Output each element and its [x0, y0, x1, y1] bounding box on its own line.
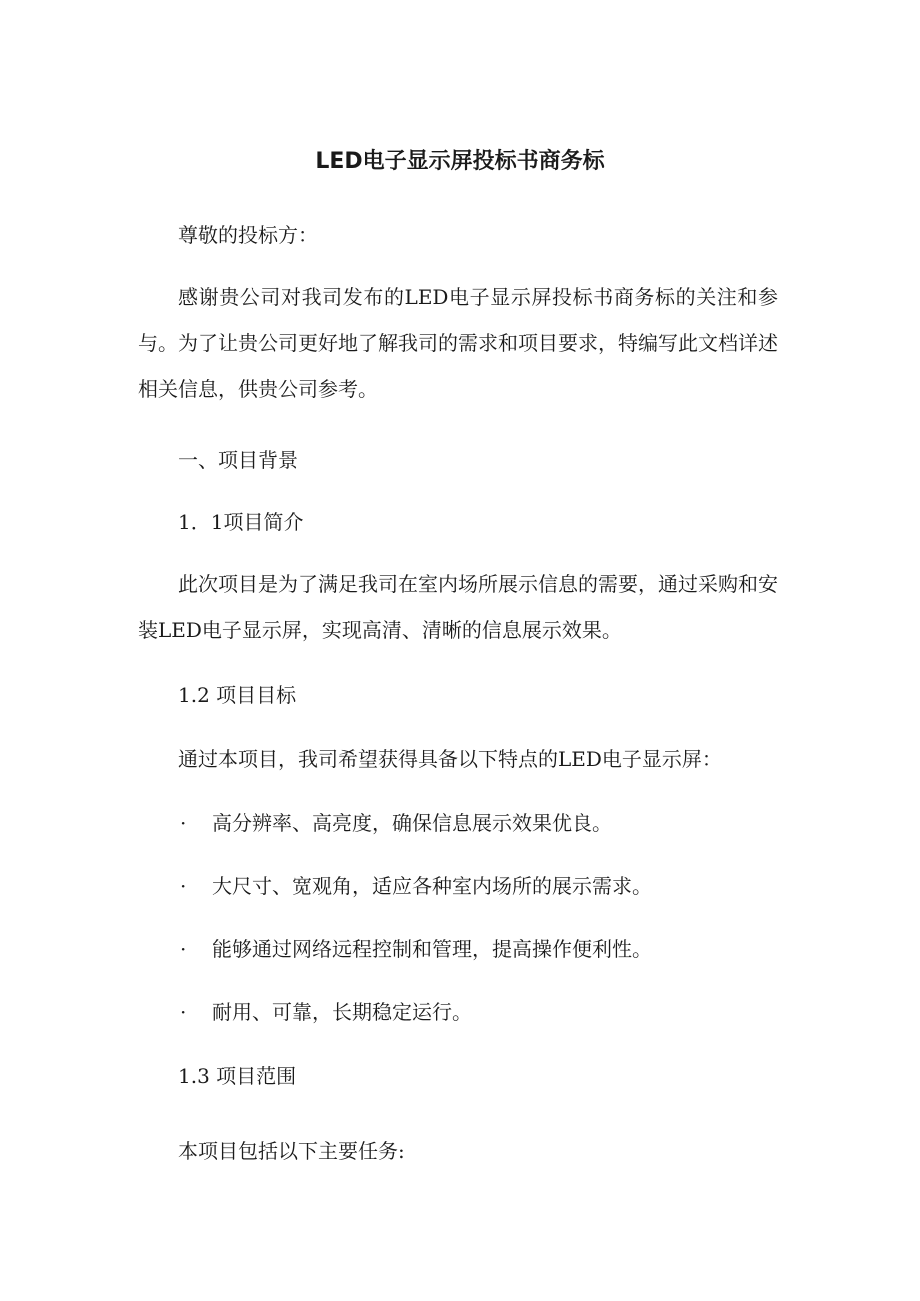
document-title: LED电子显示屏投标书商务标 [315, 149, 605, 174]
goal-list-item [180, 934, 652, 964]
salutation: 尊敬的投标方： [178, 223, 318, 247]
bullet-icon: · [180, 811, 187, 835]
goal-text: 高分辨率、高亮度，确保信息展示效果优良。 [212, 811, 612, 835]
section-1-heading: 一、项目背景 [178, 448, 298, 472]
bullet-icon: · [180, 937, 187, 961]
goal-list-item [180, 871, 652, 901]
section-1-3-paragraph: 本项目包括以下主要任务: [178, 1139, 405, 1163]
section-1-1-paragraph: 此次项目是为了满足我司在室内场所展示信息的需要，通过采购和安装LED电子显示屏，实现高清、清晰的信息展示效果。 [138, 572, 778, 642]
goal-text: 大尺寸、宽观角，适应各种室内场所的展示需求。 [212, 874, 652, 898]
intro-paragraph: 感谢贵公司对我司发布的LED电子显示屏投标书商务标的关注和参与。为了让贵公司更好地了解我司的需求和项目要求，特编写此文档详述相关信息，供贵公司参考。 [138, 285, 778, 401]
bullet-icon: · [180, 874, 187, 898]
section-1-1-heading: 1．1项目简介 [178, 510, 304, 534]
goal-list-item [180, 808, 612, 838]
section-1-2-paragraph: 通过本项目，我司希望获得具备以下特点的LED电子显示屏： [178, 747, 722, 771]
goal-text: 能够通过网络远程控制和管理，提高操作便利性。 [212, 937, 652, 961]
section-1-2-heading: 1.2 项目目标 [178, 683, 297, 707]
goal-text: 耐用、可靠，长期稳定运行。 [212, 1000, 472, 1024]
goal-list-item [180, 997, 472, 1027]
bullet-icon: · [180, 1000, 187, 1024]
section-1-3-heading: 1.3 项目范围 [178, 1064, 297, 1088]
